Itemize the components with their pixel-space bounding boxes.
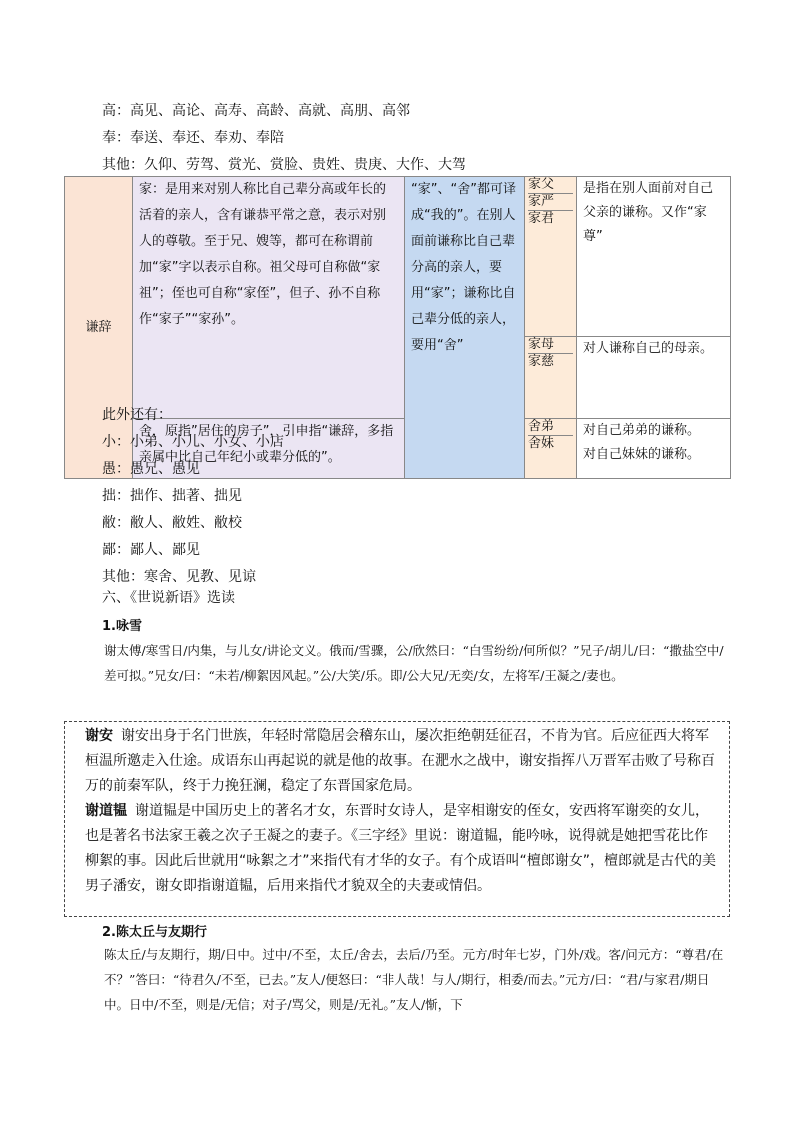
term: 家慈 [528, 354, 555, 369]
text-line: 奉：奉送、奉还、奉劝、奉陪 [102, 130, 284, 146]
meaning-sibling [577, 419, 731, 479]
meaning-sister: 对自己妹妹的谦称。 [583, 447, 701, 462]
jia-description: 家：是用来对别人称比自己辈分高或年长的活着的亲人，含有谦恭平常之意，表示对别人的尊敬。至于兄、嫂等，都可在称谓前加“家”字以表示自称。祖父母可自称做“家祖”；侄也可自称“家侄”，但子、孙不自称作“家子”“家孙”。 [133, 177, 405, 419]
meaning-mother: 对人谦称自己的母亲。 [577, 337, 731, 419]
text-line: 拙：拙作、拙著、拙见 [102, 488, 242, 504]
term: 舍弟 [528, 419, 573, 436]
classical-text: 陈太丘/与友期行，期/日中。过中/不至，太丘/舍去，去后/乃至。元方/时年七岁，门外/戏。客/问元方：“尊君/在不？”答曰：“待君久/不至，已去。”友人/便怒曰：“非人哉！与人/期行，相委/而去。”元方/曰：“君/与家君/期日中。日中/不至，则是/无信；对子/骂父，则是/无礼。”友人/惭，下 [104, 947, 724, 1012]
note-text: 谢安出身于名门世族，年轻时常隐居会稽东山，屡次拒绝朝廷征召，不肯为官。后应征西大将军桓温所邀走入仕途。成语东山再起说的就是他的故事。在淝水之战中，谢安指挥八万晋军击败了号称百万的前秦军队，终于力挽狂澜，稳定了东晋国家危局。 [85, 728, 715, 794]
table-head-cell: 谦辞 [65, 177, 133, 479]
she-description: 舍，原指”居住的房子”，引申指“谦辞，多指亲属中比自己年纪小或辈分低的”。 [133, 419, 405, 479]
note-name: 谢安 [85, 728, 113, 744]
subsection-title: 1.咏雪 [102, 619, 142, 634]
term: 舍妹 [528, 436, 555, 451]
subsection-title: 2.陈太丘与友期行 [102, 925, 207, 940]
meaning-father: 是指在别人面前对自己父亲的谦称。又作“家尊” [577, 177, 731, 337]
text-line: 鄙：鄙人、鄙见 [102, 542, 200, 558]
text-line: 敝：敝人、敝姓、敝校 [102, 515, 242, 531]
text-line: 其他：寒舍、见教、见谅 [102, 569, 256, 585]
text-line: 其他：久仰、劳驾、赏光、赏脸、贵姓、贵庚、大作、大驾 [102, 157, 466, 173]
term: 家严 [528, 194, 573, 211]
terms-mother [525, 337, 577, 419]
note-paragraph [65, 799, 729, 899]
text-line: 此外还有： [102, 407, 172, 423]
section-heading: 六、《世说新语》选读 [102, 590, 235, 606]
text-line: 高：高见、高论、高寿、高龄、高就、高朋、高邻 [102, 103, 410, 119]
term: 家君 [528, 211, 555, 226]
classical-text: 谢太傅/寒雪日/内集，与儿女/讲论文义。俄而/雪骤，公/欣然曰：“白雪纷纷/何所似？”兄子/胡儿/曰：“撒盐空中/差可拟。”兄女/曰：“未若/柳絮因风起。”公/大笑/乐。即/公大兄/无奕/女，左将军/王凝之/妻也。 [104, 643, 724, 683]
text-line: 愚：愚兄、愚见 [102, 461, 200, 477]
term: 家母 [528, 337, 573, 354]
terms-father [525, 177, 577, 337]
meaning-brother: 对自己弟弟的谦称。 [583, 423, 701, 438]
note-paragraph [65, 724, 729, 799]
background-note-box [64, 721, 730, 917]
jia-she-summary: “家”、“舍”都可译成“我的”。在别人面前谦称比自己辈分高的亲人，要用“家”；谦称比自己辈分低的亲人，要用“舍” [405, 177, 525, 479]
note-name: 谢道韫 [85, 803, 127, 819]
text-line: 小：小弟、小儿、小女、小店 [102, 434, 284, 450]
terms-sibling [525, 419, 577, 479]
term: 家父 [528, 177, 573, 194]
note-text: 谢道韫是中国历史上的著名才女，东晋时女诗人，是宰相谢安的侄女，安西将军谢奕的女儿，也是著名书法家王羲之次子王凝之的妻子。《三字经》里说：谢道韫，能吟咏，说得就是她把雪花比作柳絮的事。因此后世就用“咏絮之才”来指代有才华的女子。有个成语叫“檀郎谢女”，檀郎就是古代的美男子潘安，谢女即指谢道韫，后用来指代才貌双全的夫妻或情侣。 [85, 803, 717, 894]
